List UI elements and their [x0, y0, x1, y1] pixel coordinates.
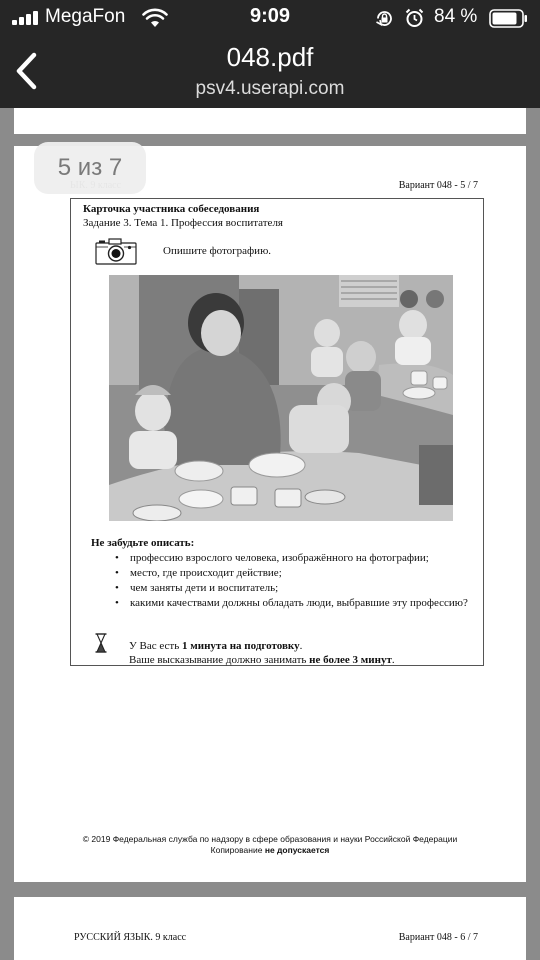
page-header-left: РУССКИЙ ЯЗЫК. 9 класс — [74, 932, 187, 943]
top-bar — [0, 0, 540, 108]
task-line: Задание 3. Тема 1. Профессия воспитателя — [83, 217, 283, 229]
photo-prompt: Опишите фотографию. — [163, 245, 272, 257]
checklist-item: • место, где происходит действие; — [115, 566, 479, 581]
status-bar — [0, 0, 540, 36]
remember-title: Не забудьте описать: — [91, 537, 195, 549]
page-indicator-badge: 5 из 7 — [34, 142, 146, 194]
camera-icon — [95, 237, 137, 265]
kindergarten-photo — [109, 275, 453, 521]
checklist-item: • профессию взрослого человека, изображённого на фотографии; — [115, 551, 479, 566]
prep-time-line: У Вас есть 1 минута на подготовку. — [129, 640, 303, 652]
copyright-footer: © 2019 Федеральная служба по надзору в сфере образования и науки Российской Федерации Копирование не допускается — [82, 834, 458, 855]
time-note — [129, 639, 395, 667]
rotation-lock-icon — [375, 9, 394, 28]
participant-card — [70, 198, 484, 666]
pdf-page-5[interactable] — [14, 146, 526, 882]
description-checklist — [115, 551, 479, 611]
answer-time-line: Ваше высказывание должно занимать не более 3 минут. — [129, 654, 395, 666]
navigation-bar — [0, 36, 540, 108]
page-header-right: Вариант 048 - 5 / 7 — [398, 180, 478, 191]
battery-percent: 84 % — [434, 6, 478, 27]
checklist-item: • какими качествами должны обладать люди, выбравшие эту профессию? — [115, 596, 479, 611]
status-time: 9:09 — [249, 5, 291, 27]
document-host: psv4.userapi.com — [195, 78, 345, 99]
pdf-page-4-bottom[interactable] — [14, 108, 526, 134]
battery-icon — [489, 9, 528, 28]
pdf-page-6-top[interactable] — [14, 897, 526, 960]
alarm-icon — [405, 8, 424, 28]
document-title: 048.pdf — [226, 42, 314, 72]
hourglass-icon — [95, 633, 107, 653]
carrier-name: MegaFon — [45, 6, 126, 27]
card-title: Карточка участника собеседования — [83, 203, 260, 215]
page-header-right: Вариант 048 - 6 / 7 — [398, 932, 478, 943]
checklist-item: • чем заняты дети и воспитатель; — [115, 581, 479, 596]
